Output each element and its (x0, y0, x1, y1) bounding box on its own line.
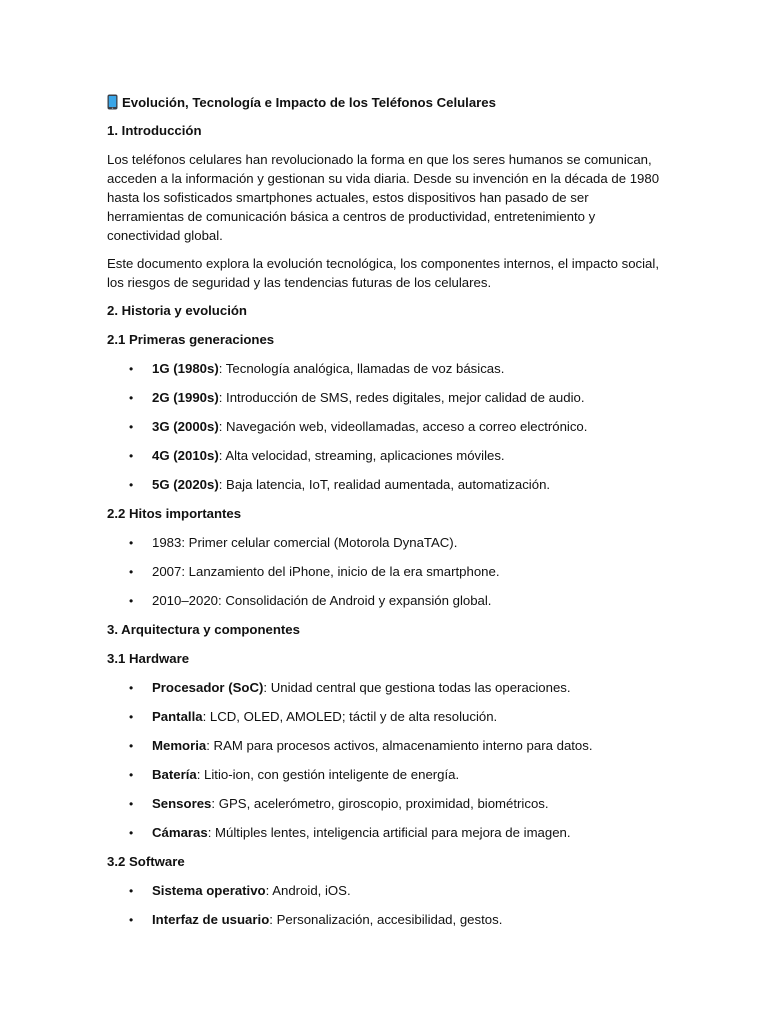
software-list (107, 881, 667, 930)
section-heading-architecture: 3. Arquitectura y componentes (107, 622, 300, 637)
list-item-term: 5G (2020s) (152, 477, 219, 492)
bullet: • (129, 884, 134, 898)
list-item-text: : Introducción de SMS, redes digitales, mejor calidad de audio. (218, 390, 585, 405)
list-item (107, 678, 667, 698)
bullet: • (129, 449, 134, 463)
generations-list (107, 359, 667, 495)
subsection-heading-generations: 2.1 Primeras generaciones (107, 332, 275, 347)
list-item-term: Sistema operativo (152, 883, 266, 898)
list-item (107, 736, 667, 756)
list-item-text: 1983: Primer celular comercial (Motorola DynaTAC). (152, 535, 458, 550)
list-item-text: : Múltiples lentes, inteligencia artificial para mejora de imagen. (207, 825, 571, 840)
list-item (107, 910, 667, 930)
list-item-term: Procesador (SoC) (152, 680, 264, 695)
list-item-text: : Tecnología analógica, llamadas de voz básicas. (218, 361, 505, 376)
list-item (107, 823, 667, 843)
hardware-list (107, 678, 667, 843)
subsection-heading-hardware: 3.1 Hardware (107, 651, 190, 666)
list-item (107, 562, 667, 582)
bullet: • (129, 681, 134, 695)
list-item-term: Cámaras (152, 825, 208, 840)
list-item-term: 2G (1990s) (152, 390, 219, 405)
list-item-text: : LCD, OLED, AMOLED; táctil y de alta resolución. (202, 709, 498, 724)
list-item-term: 1G (1980s) (152, 361, 219, 376)
subsection-heading-milestones: 2.2 Hitos importantes (107, 506, 242, 521)
bullet: • (129, 768, 134, 782)
list-item (107, 359, 667, 379)
bullet: • (129, 710, 134, 724)
list-item-text: : RAM para procesos activos, almacenamiento interno para datos. (206, 738, 593, 753)
list-item (107, 475, 667, 495)
intro-paragraph-1: Los teléfonos celulares han revolucionado la forma en que los seres humanos se comunican, acceden a la información y gestionan su vida diaria. Desde su invención en la década de 1980 hasta los sofisticados smartphones actuales, estos dispositivos han pasado de ser herramientas de comunicación básica a centros de productividad, entretenimiento y conectividad global. (107, 152, 660, 243)
list-item-text: 2007: Lanzamiento del iPhone, inicio de la era smartphone. (152, 564, 500, 579)
list-item-term: 4G (2010s) (152, 448, 219, 463)
list-item (107, 446, 667, 466)
list-item (107, 881, 667, 901)
bullet: • (129, 478, 134, 492)
bullet: • (129, 391, 134, 405)
list-item-term: 3G (2000s) (152, 419, 219, 434)
list-item-term: Pantalla (152, 709, 203, 724)
list-item-text: 2010–2020: Consolidación de Android y expansión global. (152, 593, 492, 608)
list-item-text: : Alta velocidad, streaming, aplicaciones móviles. (218, 448, 505, 463)
bullet: • (129, 565, 134, 579)
list-item (107, 591, 667, 611)
list-item-text: : Litio-ion, con gestión inteligente de energía. (196, 767, 460, 782)
list-item (107, 388, 667, 408)
intro-paragraph-2: Este documento explora la evolución tecnológica, los componentes internos, el impacto social, los riesgos de seguridad y las tendencias futuras de los celulares. (107, 256, 659, 290)
section-heading-intro: 1. Introducción (107, 123, 202, 138)
list-item (107, 533, 667, 553)
bullet: • (129, 420, 134, 434)
bullet: • (129, 826, 134, 840)
subsection-heading-software: 3.2 Software (107, 854, 185, 869)
list-item-text: : Personalización, accesibilidad, gestos. (269, 912, 503, 927)
milestones-list (107, 533, 667, 611)
document-title (107, 92, 667, 112)
list-item-text: : Navegación web, videollamadas, acceso a correo electrónico. (218, 419, 588, 434)
list-item-text: : Unidad central que gestiona todas las operaciones. (263, 680, 571, 695)
list-item (107, 707, 667, 727)
list-item-text: : Android, iOS. (265, 883, 351, 898)
mobile-phone-icon (107, 94, 118, 110)
list-item-term: Sensores (152, 796, 212, 811)
bullet: • (129, 913, 134, 927)
section-heading-history: 2. Historia y evolución (107, 303, 247, 318)
bullet: • (129, 362, 134, 376)
list-item-term: Interfaz de usuario (152, 912, 270, 927)
list-item-text: : GPS, acelerómetro, giroscopio, proximidad, biométricos. (211, 796, 549, 811)
bullet: • (129, 536, 134, 550)
document-title-text: Evolución, Tecnología e Impacto de los Teléfonos Celulares (122, 94, 496, 110)
bullet: • (129, 594, 134, 608)
list-item (107, 794, 667, 814)
list-item (107, 417, 667, 437)
list-item-term: Memoria (152, 738, 207, 753)
document-content (107, 92, 667, 939)
bullet: • (129, 739, 134, 753)
list-item-text: : Baja latencia, IoT, realidad aumentada, automatización. (218, 477, 551, 492)
list-item (107, 765, 667, 785)
bullet: • (129, 797, 134, 811)
list-item-term: Batería (152, 767, 197, 782)
